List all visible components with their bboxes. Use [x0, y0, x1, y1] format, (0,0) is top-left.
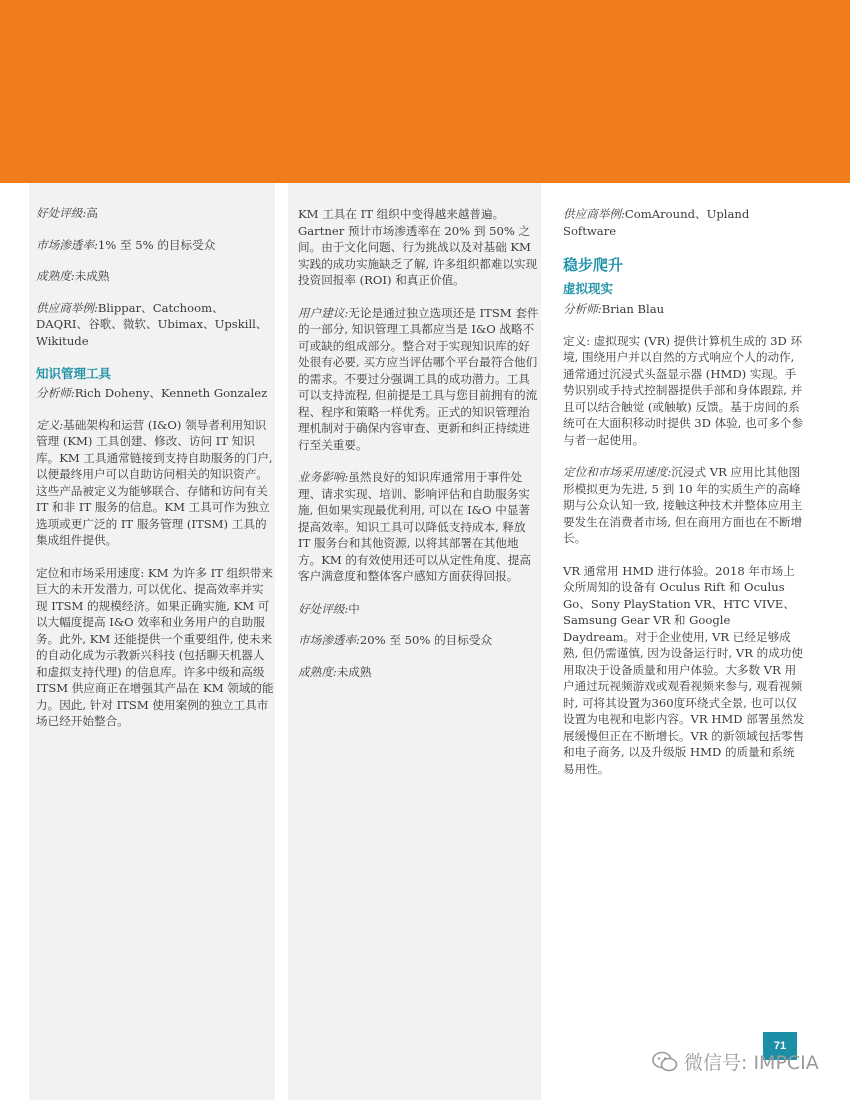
phase-title: 稳步爬升: [563, 256, 624, 274]
market-penetration: 市场渗透率:20% 至 50% 的目标受众: [298, 633, 493, 647]
section-title-km-tools: 知识管理工具: [36, 366, 112, 381]
adoption-paragraph: 定位和市场采用速度: KM 为许多 IT 组织带来巨大的未开发潜力, 可以优化、提高效率并实现 ITSM 的规模经济。如果正确实施, KM 可以大幅度提高 I&O 效率和业务用户的自助服务。此外, KM 还能提供一个重要组件, 使未来的自动化成为示教新兴科技 (包括聊天机器人和虚拟支持代理) 的信息库。许多中级和高级 ITSM 供应商正在增强其产品在 KM 领域的能力。因此, 针对 ITSM 使用案例的独立工具市场已经开始整合。: [36, 565, 274, 728]
business-impact-paragraph: 业务影响:虽然良好的知识库通常用于事件处理、请求实现、培训、影响评估和自助服务实施, 但如果实现最优利用, 可以在 I&O 中显著提高效率。知识工具可以降低支持成本, 释放 IT 服务台和其他资源, 以将其部署在其他地方。KM 的有效使用还可以从定性角度、提高客户满意度和整体客户感知方面获得回报。: [298, 470, 531, 583]
wechat-icon: [652, 1051, 678, 1073]
page-number: 71: [763, 1032, 797, 1060]
section-title-vr: 虚拟现实: [563, 281, 614, 296]
analyst: 分析师:Rich Doheny、Kenneth Gonzalez: [36, 386, 268, 400]
user-advice-paragraph: 用户建议:无论是通过独立选项还是 ITSM 套件的一部分, 知识管理工具都应当是 I&O 战略不可或缺的组成部分。整合对于实现知识库的好处很有必要, 买方应当评估哪个平台最符合他们的需求。不要过分强调工具的成功潜力。工具可以支持流程, 但前提是工具与您目前拥有的流程、程序和策略一样优秀。正式的知识管理治理机制对于确保内容审查、更新和纠正持续进行至关重要。: [298, 305, 539, 452]
header-banner: [0, 0, 850, 183]
definition-paragraph: 定义:基础架构和运营 (I&O) 领导者利用知识管理 (KM) 工具创建、修改、访问 IT 知识库。KM 工具通常链接到支持自助服务的门户, 以便最终用户可以自助访问相关的知识资产。这些产品被定义为能够联合、存储和访问有关 IT 和非 IT 服务的信息。KM 工具可作为独立选项或更广泛的 IT 服务管理 (ITSM) 工具的集成组件提供。: [36, 417, 273, 547]
sample-vendors: 供应商举例:ComAround、Upland Software: [563, 207, 750, 238]
column-2: [288, 183, 541, 1100]
maturity: 成熟度:未成熟: [36, 269, 110, 283]
analyst: 分析师:Brian Blau: [563, 302, 665, 316]
column-1: [29, 183, 275, 1100]
watermark-text: 微信号: IMPCIA: [684, 1052, 819, 1074]
column-3: [556, 183, 806, 1100]
adoption-paragraph: 定位和市场采用速度:沉浸式 VR 应用比其他图形模拟更为先进, 5 到 10 年的实质生产的高峰期与公众认知一致, 接触这种技术并整体应用主要发生在消费者市场, 但在商用方面也在不断增长。: [563, 465, 803, 545]
watermark: [652, 1048, 819, 1075]
hmd-paragraph: VR 通常用 HMD 进行体验。2018 年市场上众所周知的设备有 Oculus Rift 和 Oculus Go、Sony PlayStation VR、HTC VIVE、Samsung Gear VR 和 Google Daydream。对于企业使用, VR 已经足够成熟, 但仍需谨慎, 因为设备运行时, VR 的成功使用取决于设备质量和用户体验。大多数 VR 用户通过玩视频游戏或观看视频来参与, 观看视频时, 可将其设置为360度环绕式全景, 也可以仅设置为电视和电影内容。VR HMD 部署虽然发展缓慢但正在不断增长。VR 的新领域包括零售和电子商务, 以及升级版 HMD 的质量和系统易用性。: [563, 563, 805, 776]
maturity: 成熟度:未成熟: [298, 664, 372, 679]
intro-paragraph: KM 工具在 IT 组织中变得越来越普遍。Gartner 预计市场渗透率在 20% 到 50% 之间。由于文化问题、行为挑战以及对基础 KM 实践的成功实施缺乏了解, 许多组织都难以实现投资回报率 (ROI) 和真正价值。: [298, 207, 538, 287]
market-penetration: 市场渗透率:1% 至 5% 的目标受众: [36, 237, 216, 252]
definition-paragraph: 定义: 虚拟现实 (VR) 提供计算机生成的 3D 环境, 围绕用户并以自然的方式响应个人的动作, 通常通过沉浸式头盔显示器 (HMD) 实现。手势识别或手持式控制器提供手部和身体跟踪, 并且可以结合触觉 (或触敏) 反馈。基于房间的系统可在大面积移动时提供 3D 体验, 也可多个参与者一起使用。: [563, 333, 804, 447]
benefit-rating: 好处评级:高: [36, 206, 98, 220]
benefit-rating: 好处评级:中: [298, 601, 360, 616]
sample-vendors: 供应商举例:Blippar、Catchoom、DAQRI、谷歌、微软、Ubimax、Upskill、Wikitude: [36, 300, 268, 348]
